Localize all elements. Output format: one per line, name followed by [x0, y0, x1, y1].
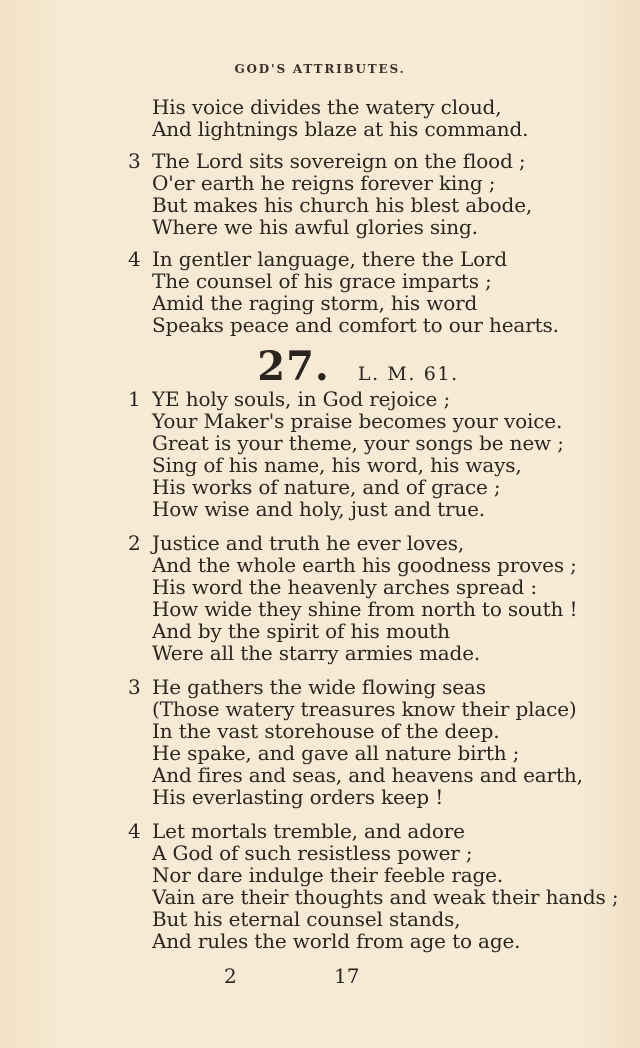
- stanza-1-line-4: [128, 454, 588, 476]
- stanza-number: 1: [128, 387, 141, 411]
- verse-line: Were all the starry armies made.: [152, 641, 481, 665]
- verse-line: And fires and seas, and heavens and earth,: [152, 763, 583, 787]
- verse-line: A God of such resistless power ;: [152, 841, 473, 865]
- verse-line: The counsel of his grace imparts ;: [152, 269, 492, 293]
- hymn-heading: [128, 343, 588, 390]
- verse-line: Your Maker's praise becomes your voice.: [152, 409, 563, 433]
- stanza-3-line-5: [128, 764, 588, 786]
- verse-line: But his eternal counsel stands,: [152, 907, 461, 931]
- prev-stanza-4-line-2: [128, 270, 588, 292]
- prev-stanza-3-line-2: [128, 172, 588, 194]
- stanza-1-line-2: [128, 410, 588, 432]
- page-content: [128, 95, 619, 953]
- verse-line: YE holy souls, in God rejoice ;: [152, 387, 451, 411]
- verse-line: Great is your theme, your songs be new ;: [152, 431, 564, 455]
- verse-line: Amid the raging storm, his word: [152, 291, 478, 315]
- verse-line: His works of nature, and of grace ;: [152, 475, 501, 499]
- verse-line: He gathers the wide flowing seas: [152, 675, 486, 699]
- stanza-2-line-4: [128, 598, 588, 620]
- running-title: GOD'S ATTRIBUTES.: [234, 62, 406, 76]
- verse-line: In the vast storehouse of the deep.: [152, 719, 500, 743]
- stanza-number: 3: [128, 149, 141, 173]
- stanza-number: 3: [128, 675, 141, 699]
- stanza-2-line-5: [128, 620, 588, 642]
- stanza-3-line-3: [128, 720, 588, 742]
- verse-line: His word the heavenly arches spread :: [152, 575, 537, 599]
- stanza-1-line-5: [128, 476, 588, 498]
- stanza-number: 2: [128, 531, 141, 555]
- stanza-4-line-3: [128, 864, 588, 886]
- verse-line: His voice divides the watery cloud,: [152, 95, 502, 119]
- verse-line: The Lord sits sovereign on the flood ;: [152, 149, 526, 173]
- prev-stanza-4-line-4: [128, 314, 588, 336]
- stanza-4-line-5: [128, 908, 588, 930]
- verse-line: Sing of his name, his word, his ways,: [152, 453, 522, 477]
- verse-line: And lightnings blaze at his command.: [152, 117, 529, 141]
- continued-line-2: [128, 118, 588, 140]
- verse-line: And the whole earth his goodness proves ;: [152, 553, 577, 577]
- verse-line: Justice and truth he ever loves,: [152, 531, 465, 555]
- stanza-4-line-2: [128, 842, 588, 864]
- page-footer: [0, 964, 640, 994]
- verse-line: His everlasting orders keep !: [152, 785, 444, 809]
- verse-line: O'er earth he reigns forever king ;: [152, 171, 496, 195]
- prev-stanza-4-line-3: [128, 292, 588, 314]
- stanza-3-line-4: [128, 742, 588, 764]
- verse-line: How wide they shine from north to south !: [152, 597, 578, 621]
- hymn-meter: L. M. 61.: [357, 363, 459, 385]
- prev-stanza-3-line-4: [128, 216, 588, 238]
- prev-stanza-3-line-3: [128, 194, 588, 216]
- verse-line: Vain are their thoughts and weak their hands ;: [152, 885, 619, 909]
- stanza-3-line-2: [128, 698, 588, 720]
- stanza-number: 4: [128, 819, 141, 843]
- verse-line: Speaks peace and comfort to our hearts.: [152, 313, 559, 337]
- verse-line: How wise and holy, just and true.: [152, 497, 485, 521]
- stanza-2-line-1: [128, 532, 588, 554]
- page-number: 17: [334, 964, 360, 988]
- stanza-number: 4: [128, 247, 141, 271]
- stanza-2-line-6: [128, 642, 588, 664]
- stanza-4-line-4: [128, 885, 619, 909]
- prev-stanza-3-line-1: [128, 150, 588, 172]
- verse-line: Nor dare indulge their feeble rage.: [152, 863, 504, 887]
- stanza-1-line-6: [128, 498, 588, 520]
- hymn-number: 27.: [257, 343, 330, 390]
- stanza-4-line-6: [128, 930, 588, 952]
- verse-line: He spake, and gave all nature birth ;: [152, 741, 520, 765]
- continued-line-1: [128, 96, 588, 118]
- verse-line: And by the spirit of his mouth: [152, 619, 450, 643]
- verse-line: Let mortals tremble, and adore: [152, 819, 465, 843]
- verse-line: Where we his awful glories sing.: [152, 215, 478, 239]
- stanza-3-line-1: [128, 676, 588, 698]
- verse-line: But makes his church his blest abode,: [152, 193, 533, 217]
- stanza-4-line-1: [128, 820, 588, 842]
- stanza-2-line-3: [128, 576, 588, 598]
- verse-line: (Those watery treasures know their place): [152, 697, 577, 721]
- stanza-1-line-3: [128, 432, 588, 454]
- stanza-2-line-2: [128, 554, 588, 576]
- stanza-3-line-6: [128, 786, 588, 808]
- verse-line: And rules the world from age to age.: [152, 929, 521, 953]
- prev-stanza-4-line-1: [128, 248, 588, 270]
- stanza-1-line-1: [128, 388, 588, 410]
- signature-mark: 2: [224, 964, 237, 988]
- verse-line: In gentler language, there the Lord: [152, 247, 508, 271]
